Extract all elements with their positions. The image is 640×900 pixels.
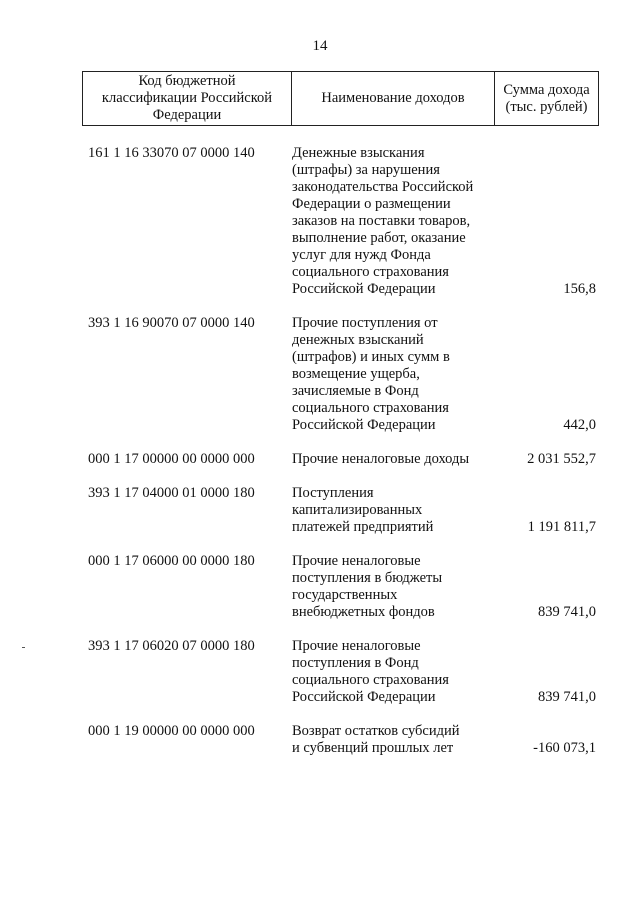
table-body	[88, 145, 596, 774]
table-row	[88, 451, 596, 468]
row-code: 393 1 16 90070 07 0000 140	[88, 315, 255, 331]
row-name: Прочие неналоговые поступления в бюджеты государственных внебюджетных фондов	[292, 553, 443, 620]
row-sum: 839 741,0	[538, 689, 596, 705]
row-code: 000 1 17 00000 00 0000 000	[88, 451, 255, 467]
row-sum: 442,0	[563, 417, 596, 433]
row-sum: -160 073,1	[533, 740, 596, 756]
page-number: 14	[312, 38, 328, 54]
row-code: 161 1 16 33070 07 0000 140	[88, 145, 255, 161]
row-code: 393 1 17 06020 07 0000 180	[88, 638, 255, 654]
table-row	[88, 145, 596, 298]
header-code: Код бюджетной классификации Российской Федерации	[101, 73, 273, 123]
row-code: 000 1 19 00000 00 0000 000	[88, 723, 255, 739]
table-header	[82, 71, 599, 126]
table-row	[88, 315, 596, 434]
row-name: Прочие неналоговые поступления в Фонд социального страхования Российской Федерации	[292, 638, 449, 705]
row-name: Прочие неналоговые доходы	[292, 451, 470, 467]
row-name: Поступления капитализированных платежей предприятий	[292, 485, 434, 535]
row-name: Прочие поступления от денежных взысканий (штрафов) и иных сумм в возмещение ущерба, зачисляемые в Фонд социального страхования Российской Федерации	[292, 315, 450, 433]
row-sum: 1 191 811,7	[527, 519, 596, 535]
header-name: Наименование доходов	[291, 72, 494, 125]
table-row	[88, 553, 596, 621]
row-name: Денежные взыскания (штрафы) за нарушения законодательства Российской Федерации о размещении заказов на поставки товаров, выполнение работ, оказание услуг для нужд Фонда социального страхования Российской Федерации	[292, 145, 474, 297]
row-code: 393 1 17 04000 01 0000 180	[88, 485, 255, 501]
table-row	[88, 485, 596, 536]
margin-mark	[22, 647, 25, 648]
row-sum: 156,8	[563, 281, 596, 297]
row-code: 000 1 17 06000 00 0000 180	[88, 553, 255, 569]
header-sum: Сумма дохода (тыс. рублей)	[494, 72, 598, 125]
row-sum: 839 741,0	[538, 604, 596, 620]
row-name: Возврат остатков субсидий и субвенций прошлых лет	[292, 723, 460, 756]
table-row	[88, 723, 596, 757]
table-row	[88, 638, 596, 706]
row-sum: 2 031 552,7	[527, 451, 596, 467]
